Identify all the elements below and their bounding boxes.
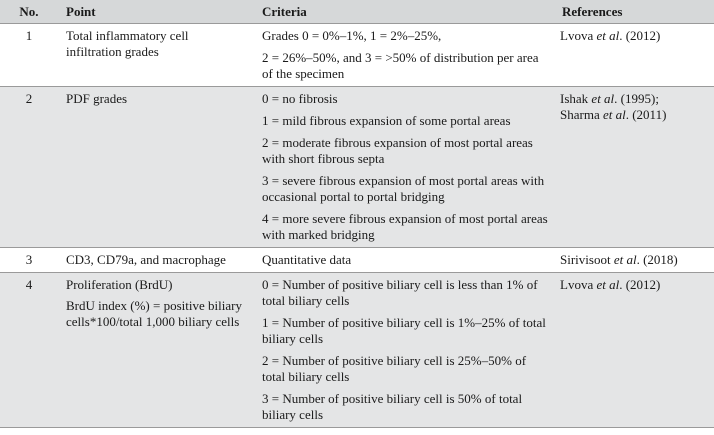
table-header: [0, 0, 714, 24]
criteria-item: Quantitative data: [262, 252, 352, 267]
row-references: [554, 24, 714, 87]
row-point: [58, 273, 254, 428]
row-criteria: [254, 24, 554, 87]
point-title: CD3, CD79a, and macrophage: [66, 252, 226, 267]
row-number: 1: [25, 28, 33, 43]
point-title: Proliferation (BrdU): [66, 277, 173, 292]
table-body: [0, 24, 714, 428]
criteria-item: 0 = no fibrosis: [262, 91, 338, 106]
row-number: 2: [25, 91, 33, 106]
row-number: 3: [25, 252, 33, 267]
table-row: [0, 248, 714, 273]
criteria-item: 4 = more severe fibrous expansion of most portal areas with marked bridging: [262, 211, 548, 242]
row-point: [58, 87, 254, 248]
criteria-item: 3 = Number of positive biliary cell is 50% of total biliary cells: [262, 391, 523, 422]
reference-citation: Lvova et al. (2012): [560, 277, 661, 292]
criteria-item: 0 = Number of positive biliary cell is less than 1% of total biliary cells: [262, 277, 538, 308]
table-row: [0, 24, 714, 87]
row-criteria: [254, 273, 554, 428]
reference-citation: Sharma et al. (2011): [560, 107, 667, 122]
row-references: [554, 87, 714, 248]
criteria-item: Grades 0 = 0%–1%, 1 = 2%–25%,: [262, 28, 442, 43]
row-point: [58, 24, 254, 87]
criteria-item: 2 = moderate fibrous expansion of most portal areas with short fibrous septa: [262, 135, 533, 166]
header-point: Point: [58, 0, 254, 24]
criteria-item: 1 = mild fibrous expansion of some portal areas: [262, 113, 511, 128]
criteria-item: 1 = Number of positive biliary cell is 1%–25% of total biliary cells: [262, 315, 546, 346]
reference-citation: Ishak et al. (1995);: [560, 91, 659, 106]
criteria-item: 2 = Number of positive biliary cell is 25%–50% of total biliary cells: [262, 353, 527, 384]
header-criteria: Criteria: [254, 0, 554, 24]
header-row: [0, 0, 714, 24]
criteria-item: 2 = 26%–50%, and 3 = >50% of distribution per area of the specimen: [262, 50, 539, 81]
header-no: No.: [0, 0, 58, 24]
row-references: [554, 248, 714, 273]
reference-citation: Lvova et al. (2012): [560, 28, 661, 43]
point-title: PDF grades: [66, 91, 128, 106]
header-references: References: [554, 0, 714, 24]
reference-citation: Sirivisoot et al. (2018): [560, 252, 678, 267]
row-criteria: [254, 248, 554, 273]
row-number: 4: [25, 277, 33, 292]
table-row: [0, 87, 714, 248]
row-point: [58, 248, 254, 273]
point-title: Total inflammatory cell infiltration grades: [66, 28, 189, 59]
point-detail: BrdU index (%) = positive biliary cells*100/total 1,000 biliary cells: [66, 298, 242, 329]
table-row: [0, 273, 714, 428]
criteria-item: 3 = severe fibrous expansion of most portal areas with occasional portal to portal bridging: [262, 173, 545, 204]
row-references: [554, 273, 714, 428]
row-criteria: [254, 87, 554, 248]
